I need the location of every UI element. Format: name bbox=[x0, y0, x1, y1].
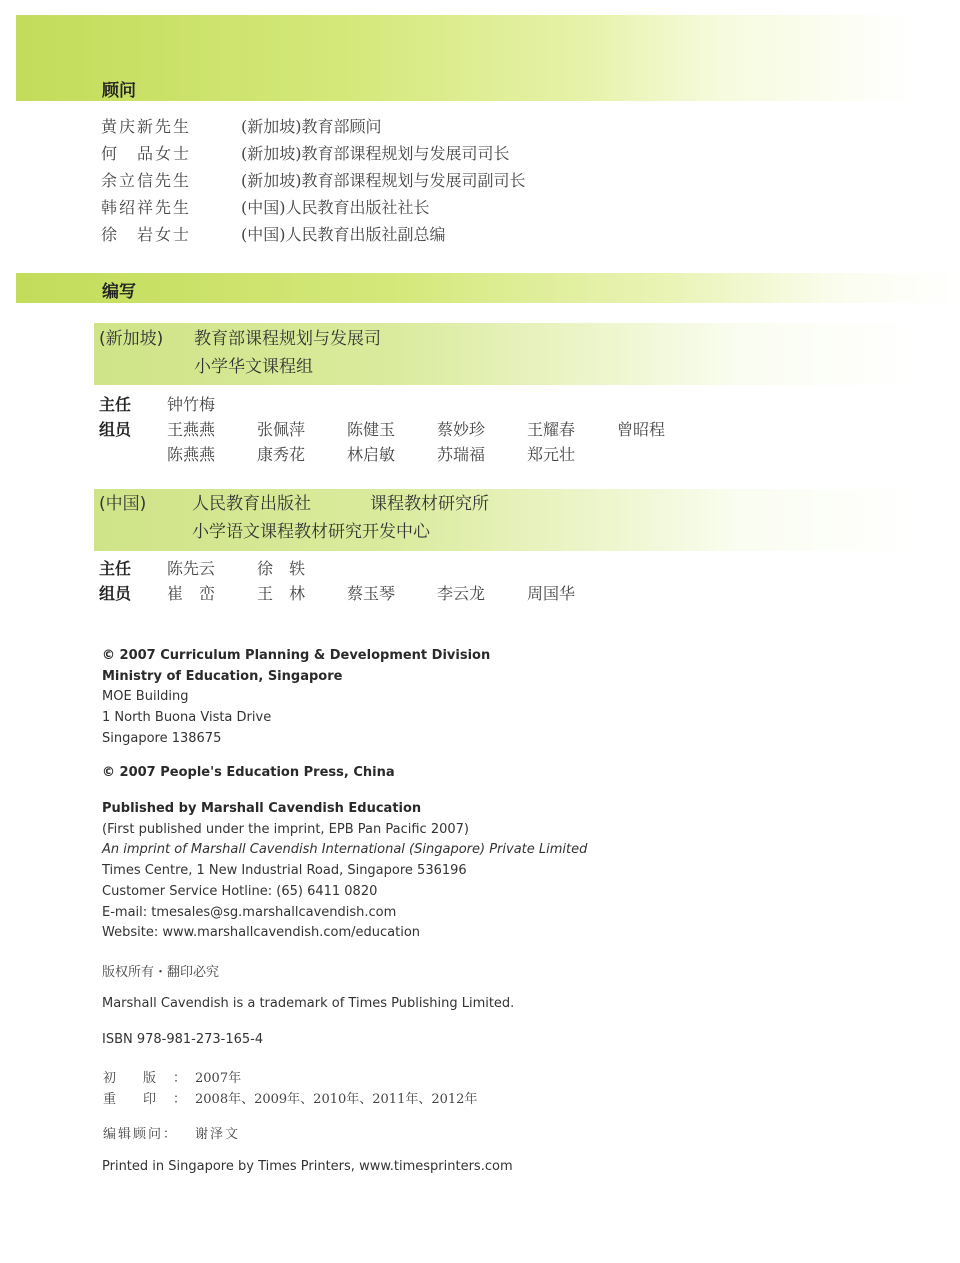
advisor-name: 徐 岩女士 bbox=[101, 225, 192, 244]
editors-header-band bbox=[16, 273, 960, 303]
advisors-heading: 顾问 bbox=[102, 81, 136, 101]
advisor-name: 韩绍祥先生 bbox=[101, 198, 192, 217]
consultant-label: 编辑顾问： bbox=[103, 1127, 179, 1142]
consultant-value: 谢泽文 bbox=[195, 1127, 241, 1142]
advisor-row bbox=[101, 139, 526, 166]
copyright-line: Ministry of Education, Singapore bbox=[102, 668, 343, 684]
publisher-email: E-mail: tmesales@sg.marshallcavendish.com bbox=[102, 904, 397, 920]
members-label: 组员 bbox=[99, 584, 132, 603]
member-name: 崔 峦 bbox=[167, 584, 216, 603]
first-edition-value: 2007年 bbox=[195, 1071, 242, 1086]
editions-block bbox=[103, 1066, 477, 1143]
singapore-org bbox=[99, 325, 381, 381]
china-country: (中国) bbox=[99, 494, 147, 514]
advisors-header-band bbox=[16, 15, 960, 101]
rights-notice: 版权所有・翻印必究 bbox=[102, 965, 220, 980]
member-name: 陈健玉 bbox=[347, 420, 396, 439]
publisher-line: An imprint of Marshall Cavendish International (Singapore) Private Limited bbox=[102, 842, 588, 858]
colon: ： bbox=[173, 1092, 187, 1107]
editors-heading: 编写 bbox=[102, 282, 136, 302]
director-label: 主任 bbox=[99, 395, 132, 414]
advisor-row bbox=[101, 166, 526, 193]
member-name: 郑元壮 bbox=[527, 445, 576, 464]
advisor-title: (中国)人民教育出版社社长 bbox=[241, 198, 430, 217]
trademark-notice: Marshall Cavendish is a trademark of Times Publishing Limited. bbox=[102, 996, 515, 1011]
member-name: 苏瑞福 bbox=[437, 445, 486, 464]
china-org-line2: 小学语文课程教材研究开发中心 bbox=[192, 522, 430, 542]
china-org-line1a: 人民教育出版社 bbox=[192, 494, 311, 514]
singapore-country: (新加坡) bbox=[99, 329, 164, 349]
copyright-line: Singapore 138675 bbox=[102, 730, 222, 746]
member-name: 周国华 bbox=[527, 584, 576, 603]
reprint-label-b: 印 bbox=[143, 1092, 157, 1107]
first-edition-label-b: 版 bbox=[143, 1071, 157, 1086]
member-name: 曾昭程 bbox=[617, 420, 666, 439]
copyright-line: © 2007 Curriculum Planning & Development Division bbox=[102, 648, 491, 663]
reprint-label-a: 重 bbox=[103, 1092, 117, 1107]
isbn: ISBN 978-981-273-165-4 bbox=[102, 1032, 264, 1047]
advisor-title: (中国)人民教育出版社副总编 bbox=[241, 225, 446, 244]
copyright-line: © 2007 People's Education Press, China bbox=[102, 764, 395, 780]
advisor-name: 黄庆新先生 bbox=[101, 117, 192, 136]
member-name: 张佩萍 bbox=[257, 420, 306, 439]
advisor-row bbox=[101, 112, 526, 139]
colon: ： bbox=[173, 1071, 187, 1086]
member-name: 蔡妙珍 bbox=[437, 420, 486, 439]
member-name: 陈燕燕 bbox=[167, 445, 216, 464]
member-name: 林启敏 bbox=[347, 445, 396, 464]
member-name: 王 林 bbox=[257, 584, 306, 603]
publisher-block bbox=[102, 799, 587, 944]
advisors-list bbox=[101, 112, 526, 247]
publisher-line: Times Centre, 1 New Industrial Road, Singapore 536196 bbox=[102, 863, 467, 879]
director-name: 陈先云 bbox=[167, 559, 216, 578]
printer-notice: Printed in Singapore by Times Printers, www.timesprinters.com bbox=[102, 1159, 513, 1174]
china-org-line1b: 课程教材研究所 bbox=[370, 494, 489, 514]
members-label: 组员 bbox=[99, 420, 132, 439]
advisor-title: (新加坡)教育部课程规划与发展司司长 bbox=[241, 144, 510, 163]
publisher-line: (First published under the imprint, EPB Pan Pacific 2007) bbox=[102, 821, 469, 837]
advisor-title: (新加坡)教育部课程规划与发展司副司长 bbox=[241, 171, 526, 190]
singapore-members bbox=[99, 391, 707, 466]
advisor-title: (新加坡)教育部顾问 bbox=[241, 117, 382, 136]
advisor-name: 何 品女士 bbox=[101, 144, 192, 163]
singapore-org-line1: 教育部课程规划与发展司 bbox=[194, 329, 381, 349]
singapore-org-line2: 小学华文课程组 bbox=[194, 357, 313, 377]
copyright-block bbox=[102, 646, 490, 783]
publisher-line: Customer Service Hotline: (65) 6411 0820 bbox=[102, 883, 378, 899]
member-name: 王燕燕 bbox=[167, 420, 216, 439]
first-edition-label-a: 初 bbox=[103, 1071, 117, 1086]
advisor-row bbox=[101, 220, 526, 247]
director-name: 徐 轶 bbox=[257, 559, 306, 578]
director-name: 钟竹梅 bbox=[167, 395, 216, 414]
reprint-value: 2008年、2009年、2010年、2011年、2012年 bbox=[195, 1092, 478, 1107]
member-name: 李云龙 bbox=[437, 584, 486, 603]
member-name: 王耀春 bbox=[527, 420, 576, 439]
publisher-website: Website: www.marshallcavendish.com/education bbox=[102, 925, 421, 941]
director-label: 主任 bbox=[99, 559, 132, 578]
advisor-name: 余立信先生 bbox=[101, 171, 192, 190]
member-name: 蔡玉琴 bbox=[347, 584, 396, 603]
publisher-line: Published by Marshall Cavendish Education bbox=[102, 801, 422, 816]
advisor-row bbox=[101, 193, 526, 220]
copyright-line: MOE Building bbox=[102, 689, 189, 705]
member-name: 康秀花 bbox=[257, 445, 306, 464]
copyright-line: 1 North Buona Vista Drive bbox=[102, 710, 272, 726]
china-members bbox=[99, 555, 617, 605]
china-org bbox=[99, 490, 489, 546]
